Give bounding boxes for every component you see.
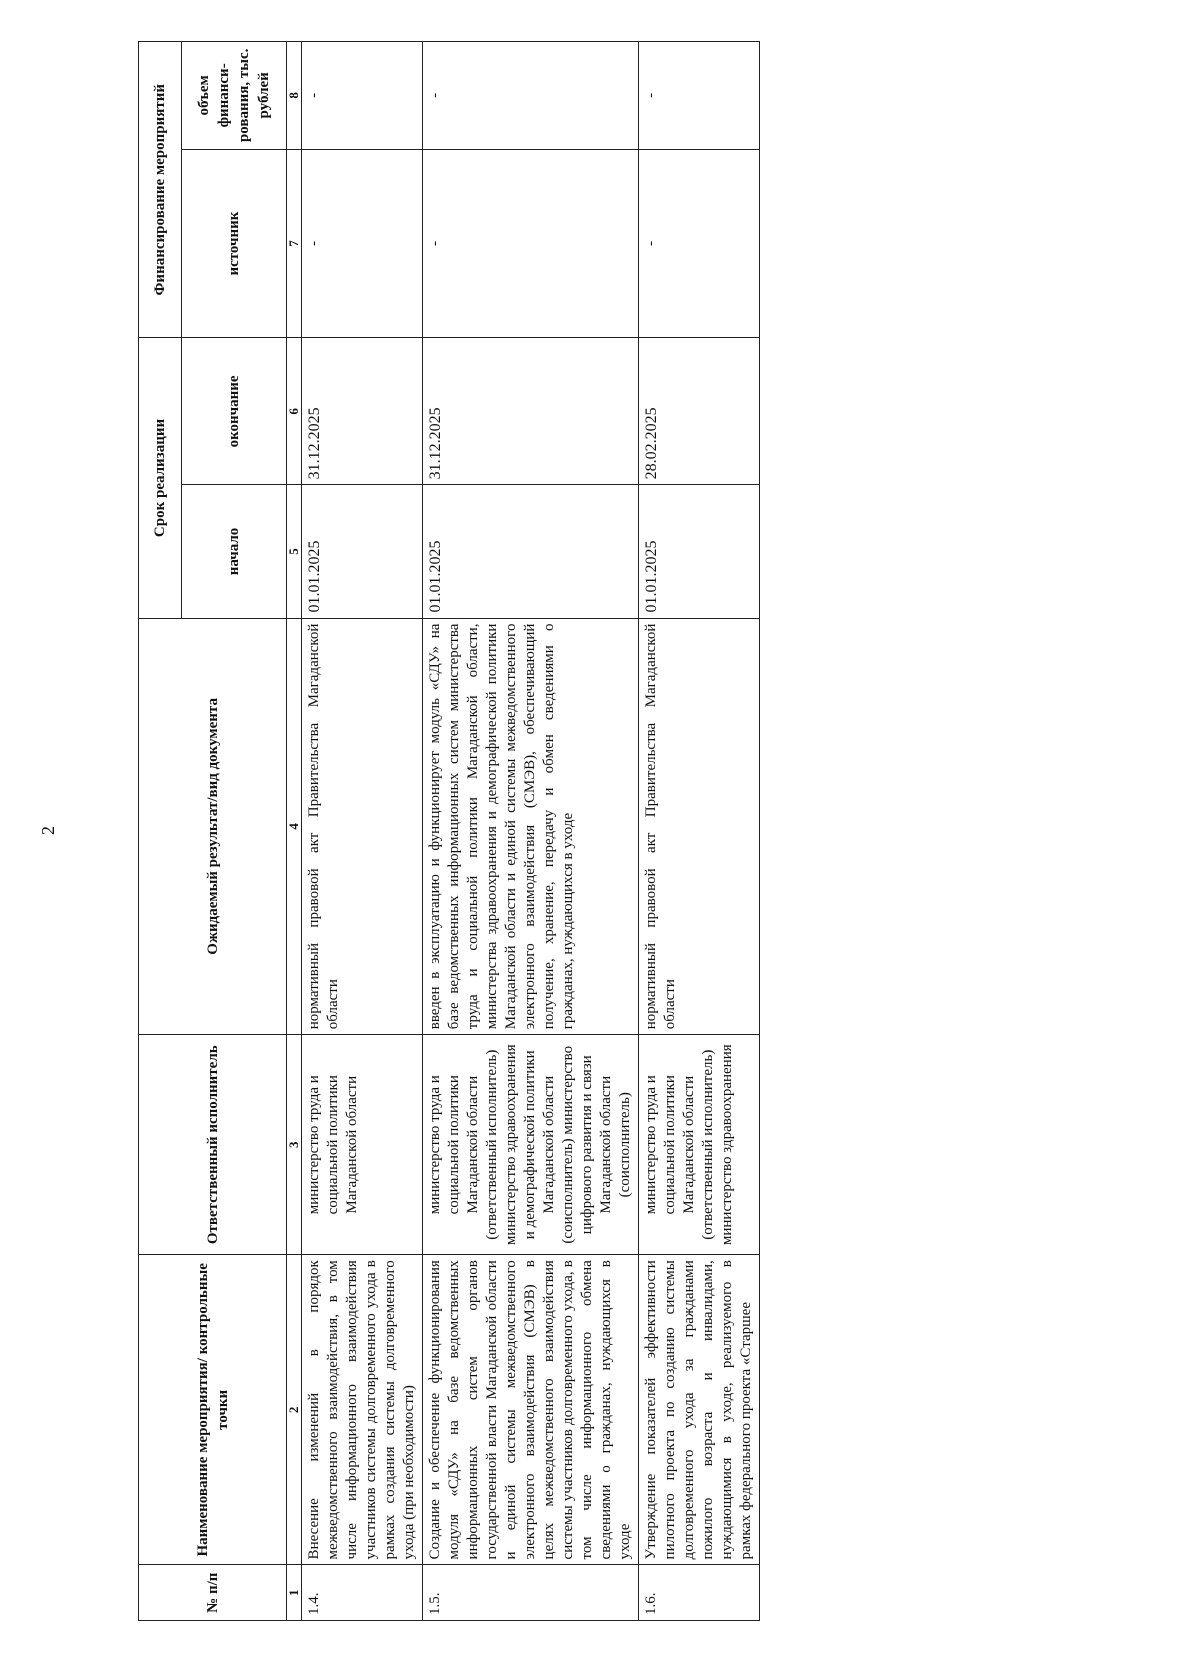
header-row-1 <box>139 42 182 1621</box>
row-source: - <box>423 149 639 338</box>
activities-table <box>138 41 760 1621</box>
row-result: введен в эксплуатацию и функционирует модуль «СДУ» на базе ведомственных информационных систем министерства труда и социальной политики Магаданской области, министерства здравоохранения и демографической политики Магаданской области и единой системы межведомственного электронного взаимодействия (СМЭВ), обеспечивающий получение, хранение, передачу и обмен сведениями о гражданах, нуждающихся в уходе <box>423 618 639 1035</box>
row-source: - <box>302 149 423 338</box>
row-end-date: 31.12.2025 <box>302 338 423 485</box>
header-start: начало <box>182 485 287 618</box>
header-volume: объем финанси-рования, тыс. рублей <box>182 42 287 150</box>
column-number-row <box>287 42 302 1621</box>
column-number: 5 <box>287 485 302 618</box>
column-number: 4 <box>287 618 302 1035</box>
row-name: Внесение изменений в порядок межведомственного взаимодействия, в том числе информационного взаимодействия участников системы долговременного ухода в рамках создания системы долговременного ухода (при необходимости) <box>302 1255 423 1565</box>
header-period: Срок реализации <box>139 338 182 618</box>
table-row <box>639 42 760 1621</box>
header-financing: Финансирование мероприятий <box>139 42 182 338</box>
row-num: 1.4. <box>302 1565 423 1621</box>
header-source: источник <box>182 149 287 338</box>
row-num: 1.6. <box>639 1565 760 1621</box>
row-responsible: министерство труда и социальной политики Магаданской области <box>302 1035 423 1255</box>
header-num: № п/п <box>139 1565 287 1621</box>
row-start-date: 01.01.2025 <box>302 485 423 618</box>
header-responsible: Ответственный исполнитель <box>139 1035 287 1255</box>
column-number: 3 <box>287 1035 302 1255</box>
column-number: 7 <box>287 149 302 338</box>
row-source: - <box>639 149 760 338</box>
table-row <box>423 42 639 1621</box>
table-row <box>302 42 423 1621</box>
page-number: 2 <box>38 826 58 835</box>
row-end-date: 28.02.2025 <box>639 338 760 485</box>
row-start-date: 01.01.2025 <box>639 485 760 618</box>
row-result: нормативный правовой акт Правительства Магаданской области <box>302 618 423 1035</box>
header-name: Наименование мероприятия/ контрольные точки <box>139 1255 287 1565</box>
row-responsible: министерство труда и социальной политики Магаданской области (ответственный исполнитель) министерство здравоохранения и демографической политики Магаданской области (соисполнитель) министерство цифрового развития и связи Магаданской области (соисполнитель) <box>423 1035 639 1255</box>
row-volume: - <box>423 42 639 150</box>
row-result: нормативный правовой акт Правительства Магаданской области <box>639 618 760 1035</box>
column-number: 1 <box>287 1565 302 1621</box>
row-end-date: 31.12.2025 <box>423 338 639 485</box>
row-volume: - <box>302 42 423 150</box>
column-number: 8 <box>287 42 302 150</box>
header-result: Ожидаемый результат/вид документа <box>139 618 287 1035</box>
row-num: 1.5. <box>423 1565 639 1621</box>
column-number: 6 <box>287 338 302 485</box>
row-start-date: 01.01.2025 <box>423 485 639 618</box>
row-responsible: министерство труда и социальной политики Магаданской области (ответственный исполнитель) министерство здравоохранения <box>639 1035 760 1255</box>
column-number: 2 <box>287 1255 302 1565</box>
row-name: Создание и обеспечение функционирования модуля «СДУ» на базе ведомственных информационных систем органов государственной власти Магаданской области и единой системы межведомственного электронного взаимодействия (СМЭВ) в целях межведомственного взаимодействия системы участников долговременного ухода, в том числе информационного обмена сведениями о гражданах, нуждающихся в уходе <box>423 1255 639 1565</box>
row-name: Утверждение показателей эффективности пилотного проекта по созданию системы долговременного ухода за гражданами пожилого возраста и инвалидами, нуждающимися в уходе, реализуемого в рамках федерального проекта «Старшее <box>639 1255 760 1565</box>
header-end: окончание <box>182 338 287 485</box>
row-volume: - <box>639 42 760 150</box>
